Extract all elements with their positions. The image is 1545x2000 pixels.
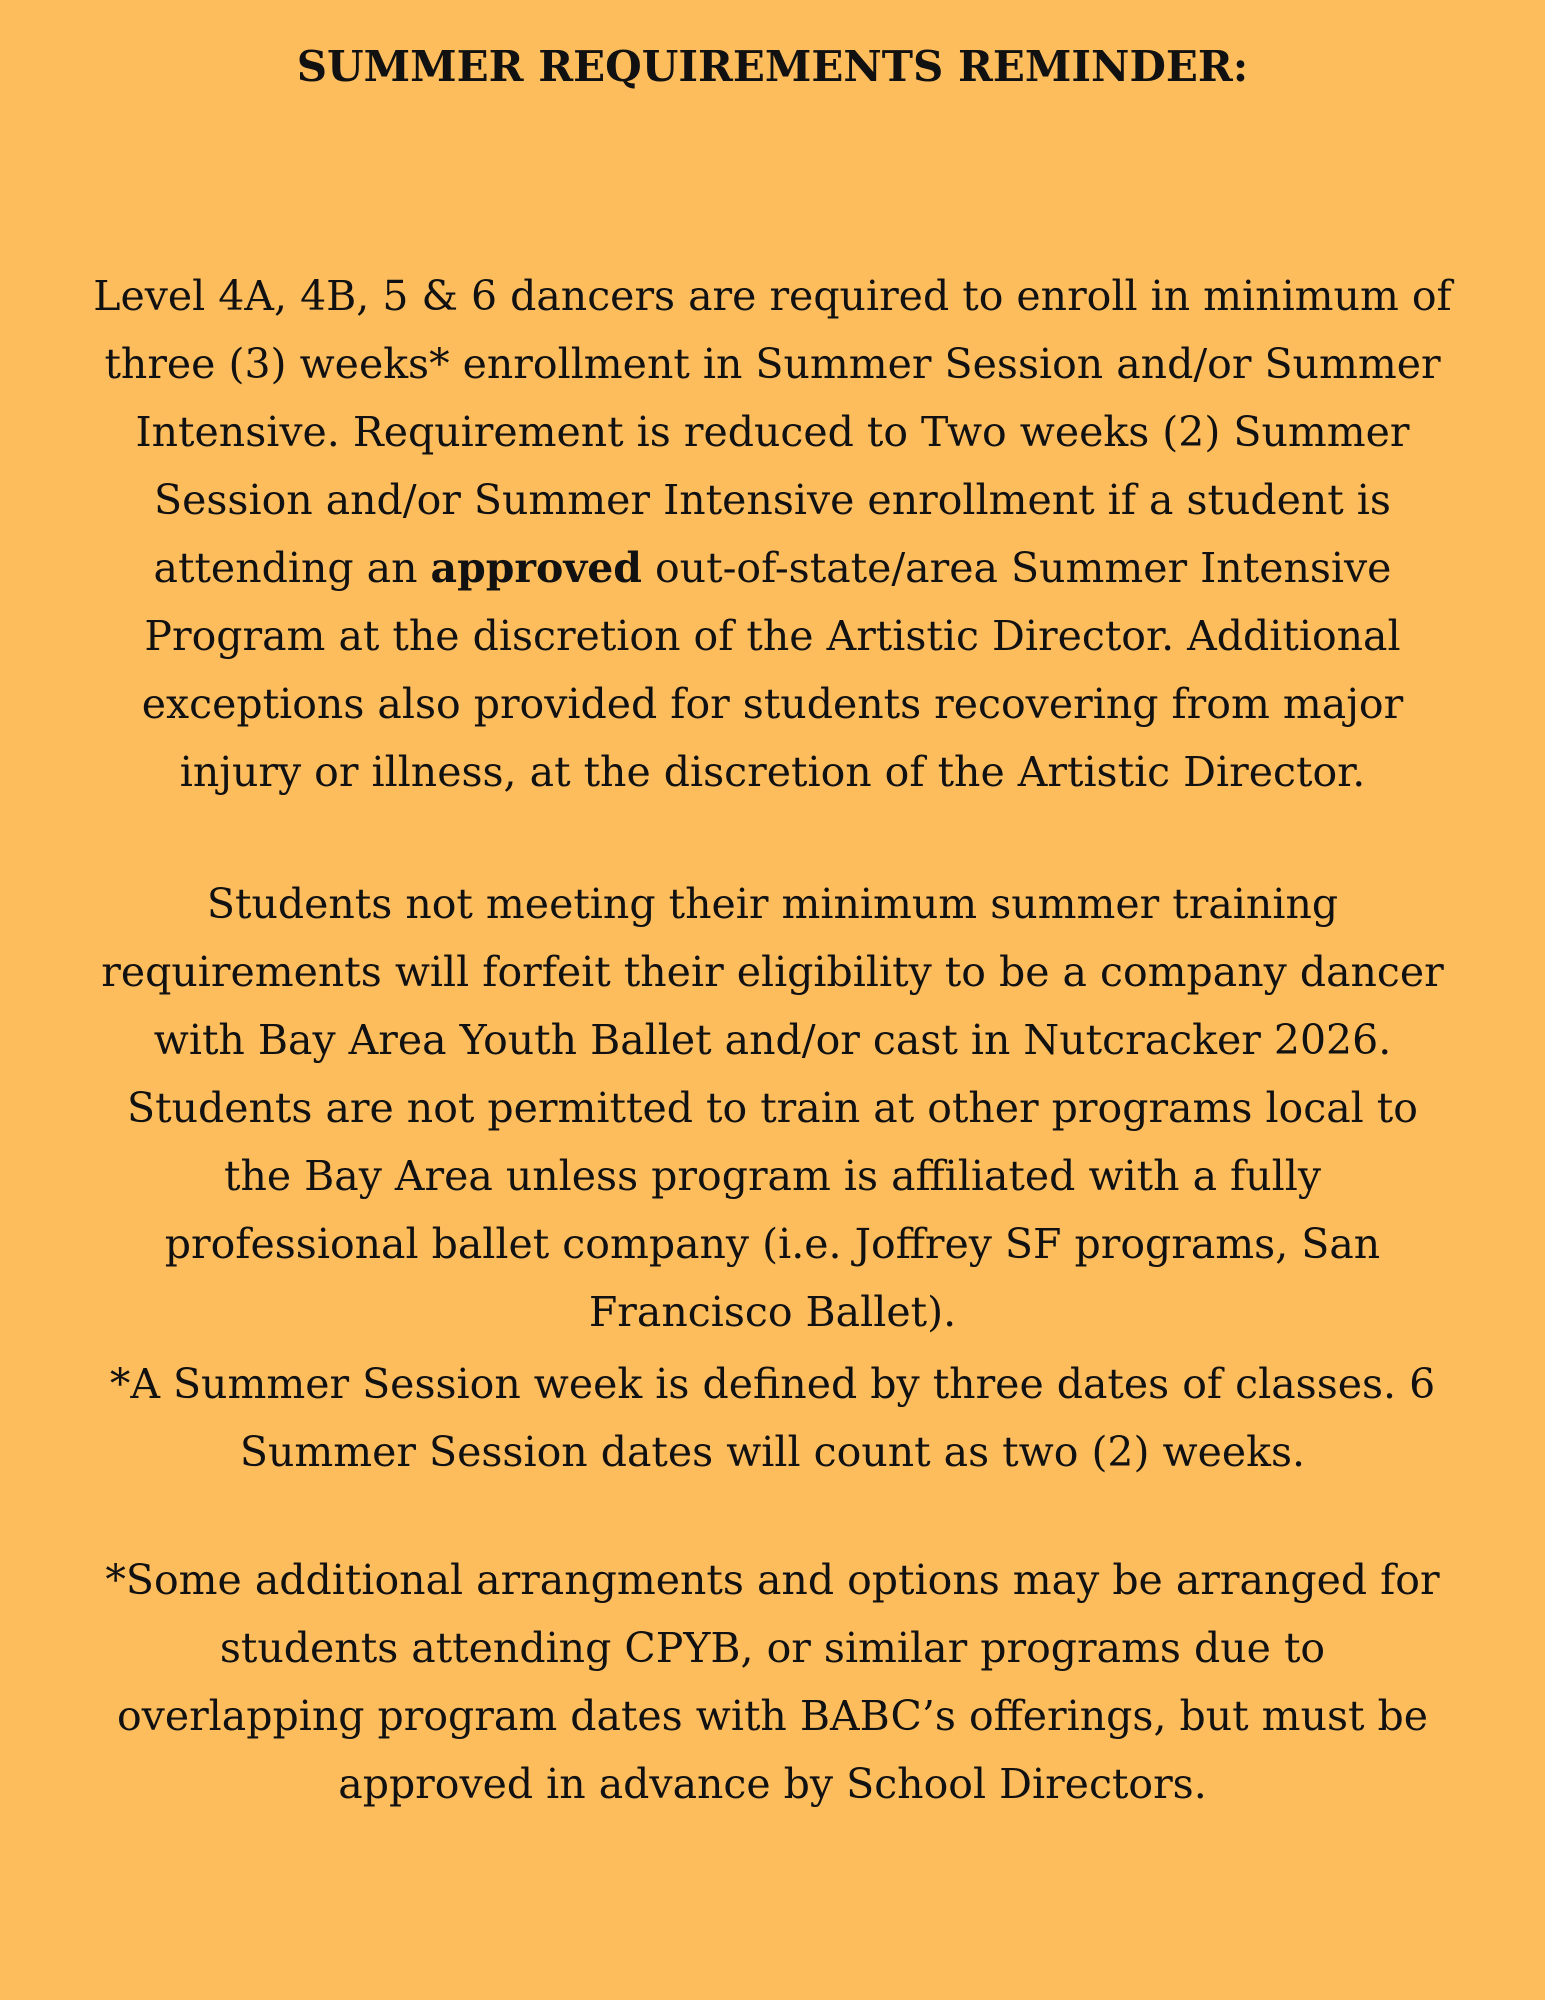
requirements-text: out-of-state/area Summer Intensive (641, 544, 1392, 592)
footnote-line: overlapping program dates with BABC’s offerings, but must be (116, 1692, 1429, 1740)
eligibility-line: Francisco Ballet). (588, 1288, 957, 1336)
requirements-line: Program at the discretion of the Artistic Director. Additional (144, 612, 1401, 660)
session-week-footnote (40, 1350, 1505, 1486)
eligibility-paragraph (40, 870, 1505, 1346)
page-title: SUMMER REQUIREMENTS REMINDER: (296, 42, 1249, 91)
requirements-line: Level 4A, 4B, 5 & 6 dancers are required to enroll in minimum of (93, 272, 1452, 320)
requirements-line: injury or illness, at the discretion of the Artistic Director. (179, 748, 1366, 796)
requirements-line (40, 534, 1505, 602)
eligibility-line: Students not meeting their minimum summer training (206, 880, 1339, 928)
footnote-line: Summer Session dates will count as two (2) weeks. (239, 1428, 1306, 1476)
arrangements-footnote (40, 1546, 1505, 1818)
requirements-line: Intensive. Requirement is reduced to Two weeks (2) Summer (135, 408, 1410, 456)
eligibility-line: professional ballet company (i.e. Joffrey SF programs, San (164, 1220, 1381, 1268)
footnote-line: *Some additional arrangments and options may be arranged for (105, 1556, 1440, 1604)
approved-emphasis: approved (430, 544, 642, 592)
footnote-line: *A Summer Session week is defined by three dates of classes. 6 (109, 1360, 1436, 1408)
requirements-text: attending an (153, 544, 431, 592)
eligibility-line: with Bay Area Youth Ballet and/or cast in Nutcracker 2026. (153, 1016, 1392, 1064)
footnote-line: approved in advance by School Directors. (338, 1760, 1207, 1808)
requirements-line: three (3) weeks* enrollment in Summer Session and/or Summer (104, 340, 1441, 388)
requirements-line: Session and/or Summer Intensive enrollment if a student is (154, 476, 1391, 524)
requirements-paragraph (40, 262, 1505, 806)
eligibility-line: requirements will forfeit their eligibility to be a company dancer (101, 948, 1444, 996)
requirements-line: exceptions also provided for students recovering from major (141, 680, 1404, 728)
eligibility-line: Students are not permitted to train at other programs local to (127, 1084, 1418, 1132)
eligibility-line: the Bay Area unless program is affiliated with a fully (223, 1152, 1322, 1200)
footnote-line: students attending CPYB, or similar programs due to (219, 1624, 1326, 1672)
